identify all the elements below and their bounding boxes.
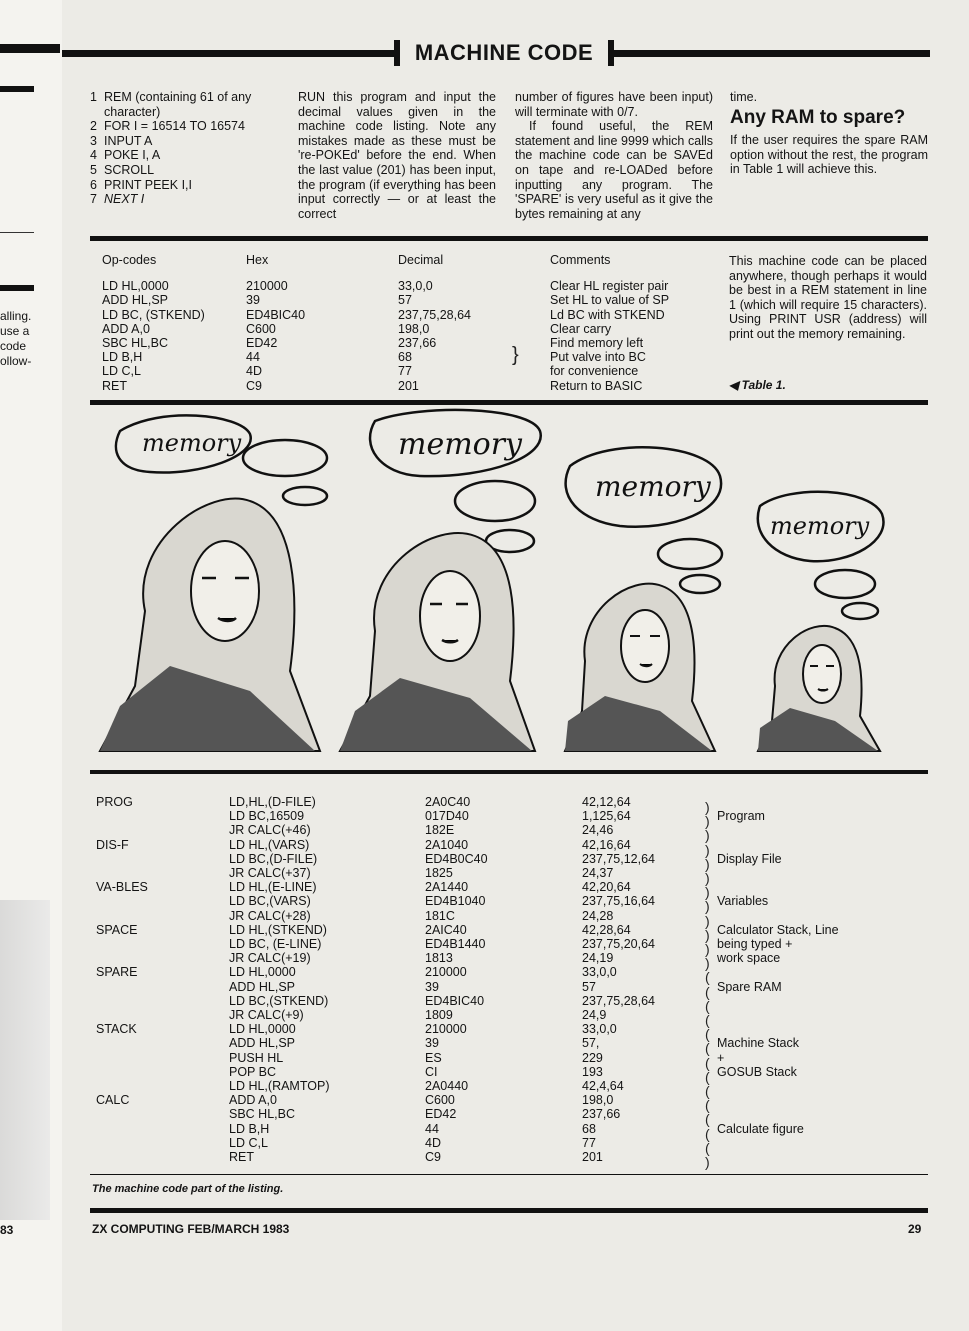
listing-cell	[717, 1008, 887, 1022]
listing-cell: 201	[582, 1150, 603, 1165]
table-row	[96, 923, 887, 937]
body-paragraph: RUN this program and input the decimal values given in the machine code listing. Note any mistakes made as these must be 're-POKEd' before the end. When the last value (201) has been input, the program (if everything has been input correctly — or at least the correct	[298, 90, 496, 221]
listing-cell	[96, 852, 229, 866]
listing-cell: 237,66	[582, 1107, 621, 1122]
listing-cell: 57	[582, 979, 596, 994]
woman-figure	[565, 584, 715, 751]
listing-cell: STACK	[96, 1022, 137, 1037]
listing-cell: 2A1040	[425, 837, 469, 852]
listing-cell: 229	[582, 1050, 603, 1065]
listing-cell: 1,125,64	[582, 809, 631, 824]
listing-cell: JR CALC(+9)	[229, 1008, 304, 1023]
brace-mark: }	[512, 344, 519, 366]
table-1-label: ◀ Table 1.	[729, 378, 786, 392]
listing-cell: 1825	[425, 866, 453, 881]
listing-cell: 42,20,64	[582, 880, 631, 895]
listing-cell	[96, 937, 229, 951]
table-row	[96, 1079, 887, 1093]
listing-cell: LD C,L	[229, 1135, 268, 1150]
listing-cell	[717, 1093, 887, 1107]
listing-cell	[717, 866, 887, 880]
header-cell: Decimal	[398, 253, 444, 267]
listing-cell: 182E	[425, 823, 455, 838]
listing-line: 1 REM (containing 61 of any character)	[90, 90, 252, 119]
listing-cell: 42,4,64	[582, 1079, 624, 1094]
listing-cell: ED4BIC40	[425, 993, 485, 1008]
body-column-4	[730, 90, 928, 177]
listing-cell: GOSUB Stack	[717, 1064, 797, 1079]
listing-caption: The machine code part of the listing.	[92, 1183, 284, 1195]
table-row	[96, 951, 887, 965]
section-title-box	[394, 40, 614, 66]
table-row	[96, 1122, 887, 1136]
listing-cell	[96, 866, 229, 880]
brace-column: ) ) ) ) ) ) ) ) ) ) ) ) ( ( ( ( ( ( ( ( ( ( ( ( ( )	[705, 799, 710, 1171]
table-row: RET C9 201 Return to BASIC	[102, 378, 643, 393]
listing-cell: ED42	[425, 1107, 457, 1122]
table-row	[96, 809, 887, 823]
listing-cell: Machine Stack	[717, 1036, 799, 1051]
edge-fragment: ollow-	[0, 354, 32, 368]
listing-cell: +	[717, 1050, 725, 1065]
body-paragraph: If the user requires the spare RAM option without the rest, the program in Table 1 will achieve this.	[730, 133, 928, 177]
table-row: ADD A,0 C600 198,0 Clear carry	[102, 321, 612, 336]
listing-cell: Variables	[717, 894, 769, 909]
listing-line: 6 PRINT PEEK I,I	[90, 177, 192, 192]
listing-cell: LD HL,0000	[229, 965, 296, 980]
listing-cell: 210000	[425, 1022, 467, 1037]
table-1	[102, 253, 725, 393]
listing-cell: Program	[717, 809, 765, 824]
listing-cell: 2A0C40	[425, 795, 471, 809]
listing-cell: 42,12,64	[582, 795, 631, 809]
listing-cell: PROG	[96, 795, 133, 809]
table-row	[96, 894, 887, 908]
listing-line: 7 NEXT I	[90, 192, 145, 207]
listing-cell: 2A0440	[425, 1079, 469, 1094]
body-paragraph: time.	[730, 90, 758, 104]
listing-cell: VA-BLES	[96, 880, 148, 895]
woman-figure	[100, 499, 320, 751]
body-paragraph: number of figures have been input) will terminate with 0/7.	[515, 90, 713, 119]
table-row	[96, 1065, 887, 1079]
listing-cell: 24,9	[582, 1008, 607, 1023]
listing-cell: 24,37	[582, 866, 614, 881]
table-row	[96, 965, 887, 979]
listing-cell	[717, 880, 887, 894]
listing-cell	[96, 1136, 229, 1150]
table-row	[96, 1022, 887, 1036]
table-row	[96, 838, 887, 852]
table-row	[96, 823, 887, 837]
table-row	[96, 1051, 887, 1065]
listing-cell: 68	[582, 1121, 596, 1136]
listing-line: 4 POKE I, A	[90, 148, 161, 163]
bubble-word: memory	[142, 429, 242, 457]
table-row	[96, 909, 887, 923]
listing-cell: ADD HL,SP	[229, 1036, 295, 1051]
listing-line: 5 SCROLL	[90, 162, 155, 177]
listing-cell: SPACE	[96, 922, 138, 937]
listing-cell: LD BC,(STKEND)	[229, 993, 329, 1008]
body-column-2	[298, 90, 496, 221]
listing-cell: 237,75,16,64	[582, 894, 655, 909]
listing-cell	[96, 1079, 229, 1093]
listing-cell: 1813	[425, 951, 453, 966]
listing-cell	[96, 1122, 229, 1136]
page-number: 29	[908, 1222, 922, 1236]
listing-cell: LD HL,0000	[229, 1022, 296, 1037]
listing-cell: being typed +	[717, 937, 793, 952]
listing-cell: Display File	[717, 851, 782, 866]
listing-cell	[96, 951, 229, 965]
listing-cell: 39	[425, 1036, 439, 1051]
listing-cell: PUSH HL	[229, 1050, 284, 1065]
listing-cell	[717, 795, 887, 809]
listing-cell: 1809	[425, 1008, 453, 1023]
listing-cell	[96, 980, 229, 994]
listing-cell: Spare RAM	[717, 979, 782, 994]
section-heading: Any RAM to spare?	[730, 106, 906, 128]
listing-cell: 4D	[425, 1135, 441, 1150]
listing-cell	[717, 1107, 887, 1121]
header-cell: Op-codes	[102, 253, 157, 267]
table-row	[96, 994, 887, 1008]
listing-cell: 017D40	[425, 809, 469, 824]
divider	[90, 400, 928, 405]
table-row	[96, 1093, 887, 1107]
table-note-text: This machine code can be placed anywhere, though perhaps it would be best in a REM statement in line 1 (which will require 15 characters). Using PRINT USR (address) will print out the memory remaining.	[729, 254, 927, 341]
listing-cell: 24,28	[582, 908, 614, 923]
listing-cell: 33,0,0	[582, 1022, 617, 1037]
listing-cell	[96, 994, 229, 1008]
listing-cell: ES	[425, 1050, 442, 1065]
edge-page-number: 83	[0, 1223, 14, 1237]
listing-cell: LD HL,(VARS)	[229, 837, 310, 852]
listing-cell: POP BC	[229, 1064, 277, 1079]
listing-cell: 42,28,64	[582, 922, 631, 937]
edge-fragment: code	[0, 339, 27, 353]
listing-cell	[717, 994, 887, 1008]
listing-cell	[717, 1022, 887, 1036]
listing-line: 2 FOR I = 16514 TO 16574	[90, 119, 245, 134]
listing-cell: LD B,H	[229, 1121, 270, 1136]
listing-cell	[717, 823, 887, 837]
listing-cell	[717, 1150, 887, 1164]
listing-cell	[96, 1150, 229, 1164]
listing-cell: 57,	[582, 1036, 600, 1051]
basic-listing-column	[90, 90, 278, 207]
listing-cell: 33,0,0	[582, 965, 617, 980]
listing-cell: 237,75,12,64	[582, 851, 655, 866]
listing-cell: 2AIC40	[425, 922, 467, 937]
listing-cell: JR CALC(+46)	[229, 823, 311, 838]
publication-footer: ZX COMPUTING FEB/MARCH 1983	[92, 1222, 290, 1236]
edge-fragment: alling.	[0, 309, 32, 323]
listing-cell	[717, 965, 887, 979]
listing-cell: 237,75,20,64	[582, 937, 655, 952]
listing-cell: LD HL,(STKEND)	[229, 922, 327, 937]
table-row	[96, 1107, 887, 1121]
table-header-row	[102, 253, 725, 279]
table-row	[96, 852, 887, 866]
body-paragraph: If found useful, the REM statement and line 9999 which calls the machine code can be SAVEd on tape and re-LOADed before inputting any program. The 'SPARE' is very useful as it give the bytes remaining at any	[515, 119, 713, 221]
listing-cell: C9	[425, 1150, 441, 1165]
listing-cell	[96, 909, 229, 923]
listing-cell: C600	[425, 1093, 455, 1108]
listing-cell: 237,75,28,64	[582, 993, 655, 1008]
machine-code-listing	[96, 795, 887, 1164]
listing-cell: 44	[425, 1121, 439, 1136]
listing-cell: 181C	[425, 908, 455, 923]
listing-cell: ED4B1040	[425, 894, 486, 909]
section-title-band	[62, 40, 930, 65]
listing-cell: LD HL,(E-LINE)	[229, 880, 317, 895]
table-row: SBC HL,BC ED42 237,66 Find memory left	[102, 336, 644, 351]
listing-cell	[96, 809, 229, 823]
basic-listing	[90, 90, 278, 207]
listing-line: 3 INPUT A	[90, 133, 153, 148]
listing-cell: CALC	[96, 1093, 130, 1108]
table-row: LD C,L 4D 77 for convenience	[102, 364, 639, 379]
table-row	[96, 1136, 887, 1150]
table-row	[96, 1008, 887, 1022]
listing-cell: 39	[425, 979, 439, 994]
bubble-word: memory	[595, 470, 711, 503]
listing-cell	[717, 1079, 887, 1093]
footer-rule	[90, 1208, 928, 1213]
listing-cell: LD BC,16509	[229, 809, 305, 824]
listing-cell: JR CALC(+28)	[229, 908, 311, 923]
table-1-note	[729, 254, 927, 342]
listing-cell: CI	[425, 1064, 438, 1079]
listing-cell: SBC HL,BC	[229, 1107, 295, 1122]
listing-cell: RET	[229, 1150, 254, 1165]
listing-cell: LD BC,(D-FILE)	[229, 851, 318, 866]
listing-cell	[717, 909, 887, 923]
listing-cell: LD BC, (E-LINE)	[229, 937, 322, 952]
header-cell: Hex	[246, 253, 269, 267]
listing-cell: DIS-F	[96, 837, 129, 852]
table-row	[96, 880, 887, 894]
table-row	[96, 866, 887, 880]
header-cell: Comments	[550, 253, 611, 267]
table-row	[96, 937, 887, 951]
listing-cell: SPARE	[96, 965, 138, 980]
bubble-word: memory	[770, 512, 870, 540]
listing-cell: 198,0	[582, 1093, 614, 1108]
listing-cell	[96, 1008, 229, 1022]
listing-cell: LD BC,(VARS)	[229, 894, 311, 909]
table-row	[96, 795, 887, 809]
listing-cell	[96, 1036, 229, 1050]
divider	[90, 770, 928, 774]
listing-cell	[96, 823, 229, 837]
listing-cell: work space	[717, 951, 781, 966]
listing-cell: ADD HL,SP	[229, 979, 295, 994]
table-row: LD HL,0000 210000 33,0,0 Clear HL register pair	[102, 279, 669, 294]
listing-cell: ADD A,0	[229, 1093, 277, 1108]
listing-cell: LD HL,(RAMTOP)	[229, 1079, 330, 1094]
edge-fragment: use a	[0, 324, 30, 338]
listing-cell: JR CALC(+37)	[229, 866, 311, 881]
table-row	[96, 1036, 887, 1050]
listing-cell	[96, 1065, 229, 1079]
listing-cell: Calculate figure	[717, 1121, 804, 1136]
listing-cell: 210000	[425, 965, 467, 980]
listing-cell: 24,46	[582, 823, 614, 838]
arrow-left-icon: ◀	[729, 378, 739, 392]
divider	[90, 1174, 928, 1175]
listing-cell: 193	[582, 1064, 603, 1079]
table-row	[96, 980, 887, 994]
listing-cell: ED4B1440	[425, 937, 486, 952]
listing-cell: 42,16,64	[582, 837, 631, 852]
listing-cell	[96, 1051, 229, 1065]
woman-figure	[758, 626, 880, 751]
table-row: ADD HL,SP 39 57 Set HL to value of SP	[102, 293, 670, 308]
section-title: MACHINE CODE	[414, 40, 594, 65]
listing-cell: 77	[582, 1135, 596, 1150]
listing-cell	[717, 1136, 887, 1150]
listing-cell: JR CALC(+19)	[229, 951, 311, 966]
listing-cell: Calculator Stack, Line	[717, 922, 839, 937]
listing-cell	[96, 1107, 229, 1121]
listing-cell	[96, 894, 229, 908]
table-row: LD BC, (STKEND) ED4BIC40 237,75,28,64 Ld BC with STKEND	[102, 307, 665, 322]
edge-photo	[0, 900, 50, 1220]
divider	[90, 236, 928, 241]
table-row	[96, 1150, 887, 1164]
memory-illustration	[90, 406, 930, 768]
bubble-word: memory	[398, 427, 522, 462]
listing-cell: LD,HL,(D-FILE)	[229, 795, 316, 809]
listing-cell	[717, 838, 887, 852]
listing-cell: 2A1440	[425, 880, 469, 895]
listing-cell: ED4B0C40	[425, 851, 488, 866]
body-column-3	[515, 90, 713, 221]
table-row: LD B,H 44 68 Put valve into BC	[102, 350, 646, 365]
listing-cell: 24,19	[582, 951, 614, 966]
woman-figure	[340, 533, 535, 751]
